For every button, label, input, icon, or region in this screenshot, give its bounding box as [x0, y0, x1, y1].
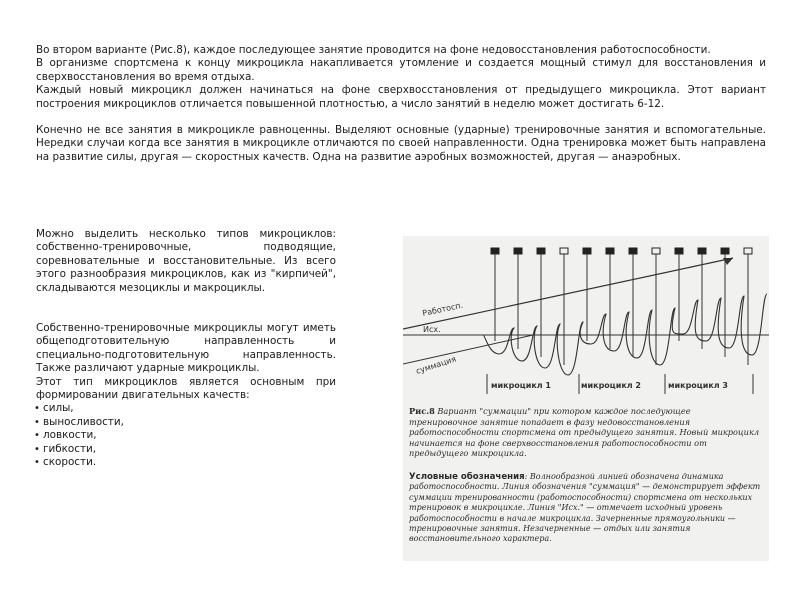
session-block	[744, 248, 752, 254]
label-microcycle-1: микроцикл 1	[491, 381, 551, 390]
figure-caption	[409, 406, 761, 459]
session-block	[491, 248, 499, 254]
legend-heading: Условные обозначения	[409, 472, 525, 482]
figure-legend	[409, 472, 761, 545]
intro-text-block	[36, 44, 766, 164]
label-initial: Исх.	[423, 325, 441, 334]
session-drop-lines	[495, 254, 748, 365]
label-microcycle-3: микроцикл 3	[668, 381, 728, 390]
caption-label: Рис.8	[409, 406, 435, 416]
scanned-figure	[403, 236, 769, 561]
paragraph-qualities-intro: Этот тип микроциклов является основным при формировании двигательных качеств:	[36, 375, 336, 402]
session-block	[583, 248, 591, 254]
label-microcycle-2: микроцикл 2	[581, 381, 641, 390]
summation-line	[403, 335, 533, 364]
session-block	[652, 248, 660, 254]
qualities-list	[36, 402, 336, 469]
caption-text: Вариант "суммации" при котором каждое последующее тренировочное занятие попадает в фазу недовосстановления работоспособности спортсмена от предыдущего занятия. Новый микроцикл начинается на фоне сверхвосстановления работоспособности от предыдущего микроцикла.	[409, 406, 760, 459]
session-block	[514, 248, 522, 254]
list-item: • выносливости,	[36, 416, 336, 429]
training-session-blocks	[491, 248, 752, 254]
paragraph-session-types: Конечно не все занятия в микроцикле равноценны. Выделяют основные (ударные) тренировочные занятия и вспомогательные. Нередки случаи когда все занятия в микроцикле отличаются по своей направленности. Одна тренировка может быть направлена на развитие силы, другая — скоростных качеств. Одна на развитие аэробных возможностей, другая — анаэробных.	[36, 124, 766, 163]
list-item: • силы,	[36, 402, 336, 415]
list-item: • ловкости,	[36, 429, 336, 442]
paragraph-types: Можно выделить несколько типов микроциклов: собственно-тренировочные, подводящие, соревновательные и восстановительные. Из всего этого разнообразия микроциклов, как из "кирпичей", складываются мезоциклы и макроциклы.	[36, 228, 336, 294]
work-capacity-line	[403, 258, 733, 329]
list-item: • гибкости,	[36, 443, 336, 456]
session-block	[606, 248, 614, 254]
paragraph-training-microcycles: Собственно-тренировочные микроциклы могут иметь общеподготовительную направленность и специально-подготовительную направленность. Также различают ударные микроциклы.	[36, 322, 336, 375]
label-work-capacity: Работосп.	[421, 300, 464, 318]
session-block	[698, 248, 706, 254]
paragraph-variant-two: Во втором варианте (Рис.8), каждое последующее занятие проводится на фоне недовосстановления работоспособности.	[36, 44, 711, 56]
session-block	[537, 248, 545, 254]
list-item: • скорости.	[36, 456, 336, 469]
session-block	[560, 248, 568, 254]
paragraph-fatigue: В организме спортсмена к концу микроцикла накапливается утомление и создается мощный стимул для восстановления и сверхвосстановления во время отдыха.	[36, 57, 766, 83]
legend-text: : Волнообразной линией обозначена динамика работоспособности. Линия обозначения "суммация" — демонстрирует эффект суммации тренированности (работоспособности) спортсмена от нескольких тренировок в микроцикле. Линия "Исх." — отмечает исходный уровень работоспособности в начале микроцикла. Зачерненные прямоугольники — тренировочные занятия. Незачерненные — отдых или занятия восстановительного характера.	[409, 472, 761, 544]
microcycle-types-block	[36, 228, 336, 470]
session-block	[675, 248, 683, 254]
session-block	[629, 248, 637, 254]
paragraph-new-microcycle: Каждый новый микроцикл должен начинаться на фоне сверхвосстановления от предыдущего микроцикла. Этот вариант построения микроциклов отличается повышенной плотностью, а число занятий в неделю может достигать 6-12.	[36, 84, 766, 110]
label-summation: суммация	[414, 354, 458, 376]
session-block	[721, 248, 729, 254]
summation-diagram	[403, 236, 769, 406]
